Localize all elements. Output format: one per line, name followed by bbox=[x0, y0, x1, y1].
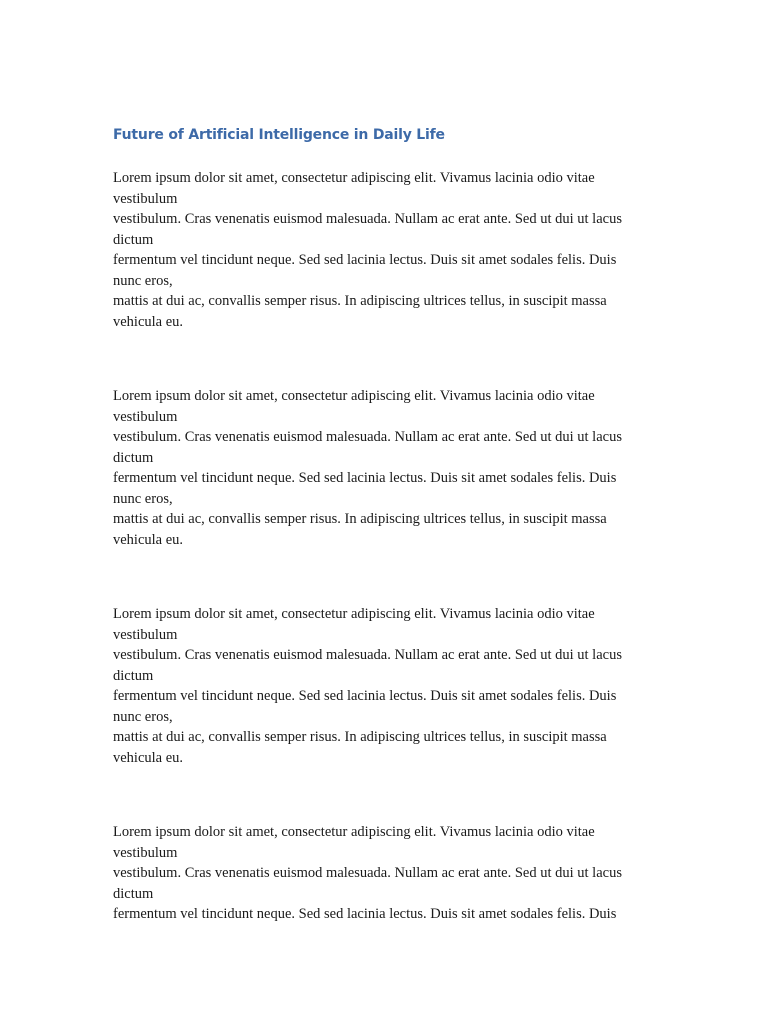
document-body bbox=[113, 124, 658, 979]
paragraph-line: vestibulum. Cras venenatis euismod malesuada. Nullam ac erat ante. Sed ut dui ut lacus bbox=[113, 429, 622, 445]
paragraph-line: vehicula eu. bbox=[113, 749, 184, 766]
paragraph-3 bbox=[113, 604, 658, 768]
paragraph-line: vestibulum bbox=[113, 408, 178, 425]
paragraph-line: dictum bbox=[113, 885, 154, 902]
paragraph-line: Lorem ipsum dolor sit amet, consectetur adipiscing elit. Vivamus lacinia odio vitae bbox=[113, 824, 595, 840]
paragraph-line: Lorem ipsum dolor sit amet, consectetur adipiscing elit. Vivamus lacinia odio vitae bbox=[113, 170, 595, 186]
paragraph-line: fermentum vel tincidunt neque. Sed sed lacinia lectus. Duis sit amet sodales felis. Duis bbox=[113, 688, 617, 704]
document-title: Future of Artificial Intelligence in Daily Life bbox=[113, 127, 445, 143]
paragraph-line: nunc eros, bbox=[113, 272, 173, 289]
paragraph-1 bbox=[113, 168, 658, 332]
paragraph-line: vestibulum bbox=[113, 190, 178, 207]
paragraph-line: mattis at dui ac, convallis semper risus. In adipiscing ultrices tellus, in suscipit massa bbox=[113, 293, 607, 309]
paragraph-2 bbox=[113, 386, 658, 550]
paragraph-line: Lorem ipsum dolor sit amet, consectetur adipiscing elit. Vivamus lacinia odio vitae bbox=[113, 606, 595, 622]
paragraph-line: mattis at dui ac, convallis semper risus. In adipiscing ultrices tellus, in suscipit massa bbox=[113, 511, 607, 527]
paragraph-line: fermentum vel tincidunt neque. Sed sed lacinia lectus. Duis sit amet sodales felis. Duis bbox=[113, 470, 617, 486]
paragraph-line: dictum bbox=[113, 449, 154, 466]
paragraph-4 bbox=[113, 822, 658, 925]
paragraph-line: mattis at dui ac, convallis semper risus. In adipiscing ultrices tellus, in suscipit massa bbox=[113, 729, 607, 745]
paragraph-line: vehicula eu. bbox=[113, 531, 184, 548]
paragraph-line: vehicula eu. bbox=[113, 313, 184, 330]
paragraph-line: fermentum vel tincidunt neque. Sed sed lacinia lectus. Duis sit amet sodales felis. Duis bbox=[113, 906, 617, 922]
paragraph-line: vestibulum bbox=[113, 844, 178, 861]
paragraph-line: dictum bbox=[113, 231, 154, 248]
paragraph-line: Lorem ipsum dolor sit amet, consectetur adipiscing elit. Vivamus lacinia odio vitae bbox=[113, 388, 595, 404]
paragraph-line: vestibulum. Cras venenatis euismod malesuada. Nullam ac erat ante. Sed ut dui ut lacus bbox=[113, 647, 622, 663]
paragraph-line: fermentum vel tincidunt neque. Sed sed lacinia lectus. Duis sit amet sodales felis. Duis bbox=[113, 252, 617, 268]
paragraph-line: nunc eros, bbox=[113, 708, 173, 725]
paragraph-line: vestibulum. Cras venenatis euismod malesuada. Nullam ac erat ante. Sed ut dui ut lacus bbox=[113, 865, 622, 881]
paragraph-line: vestibulum bbox=[113, 626, 178, 643]
paragraph-line: vestibulum. Cras venenatis euismod malesuada. Nullam ac erat ante. Sed ut dui ut lacus bbox=[113, 211, 622, 227]
paragraph-line: dictum bbox=[113, 667, 154, 684]
paragraph-line: nunc eros, bbox=[113, 490, 173, 507]
